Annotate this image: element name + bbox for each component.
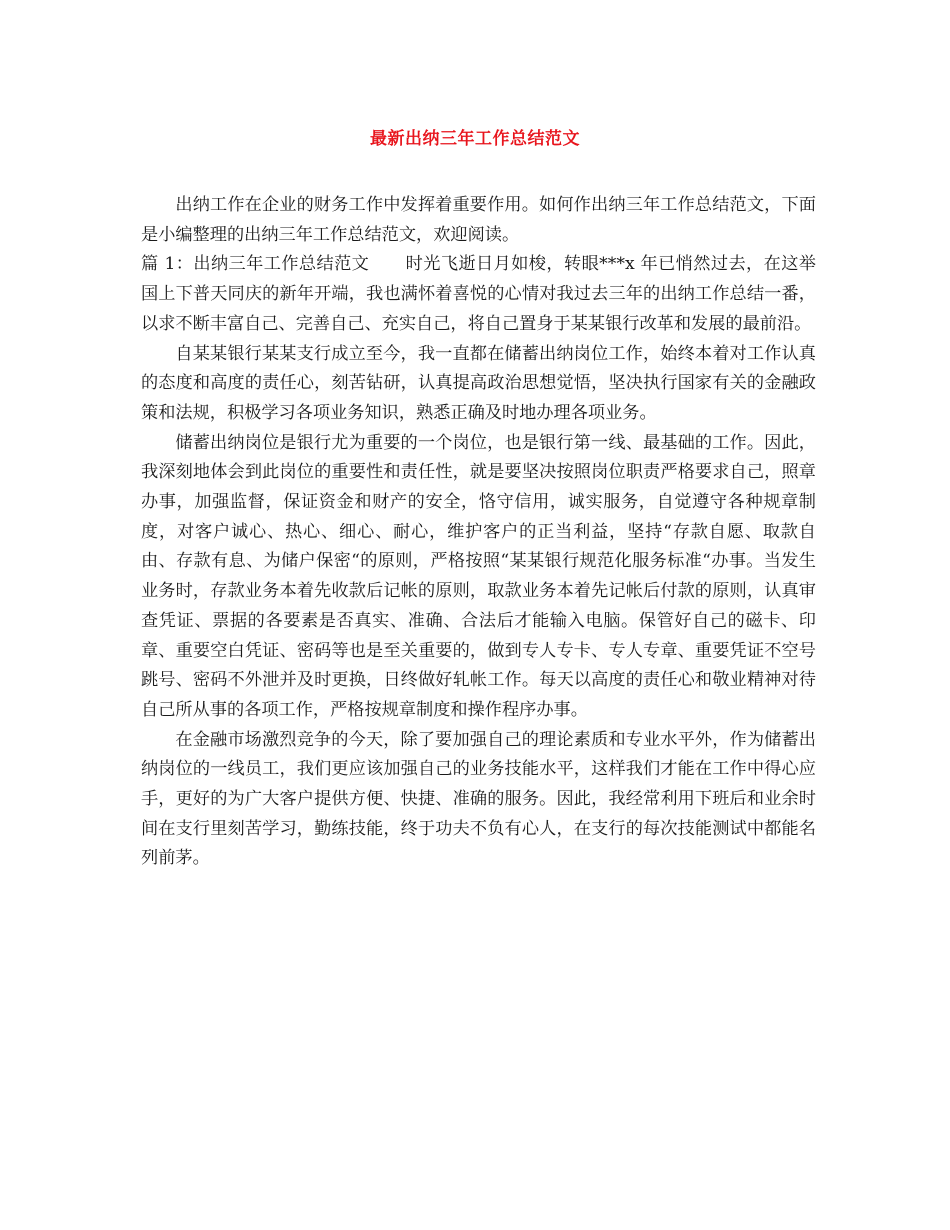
document-title: 最新出纳三年工作总结范文 <box>370 129 580 149</box>
body-paragraph-1: 自某某银行某某支行成立至今，我一直都在储蓄出纳岗位工作，始终本着对工作认真的态度和高度的责任心，刻苦钻研，认真提高政治思想觉悟，坚决执行国家有关的金融政策和法规，积极学习各项业务知识，熟悉正确及时地办理各项业务。 <box>141 343 816 423</box>
intro-paragraph: 出纳工作在企业的财务工作中发挥着重要作用。如何作出纳三年工作总结范文，下面是小编整理的出纳三年工作总结范文，欢迎阅读。 <box>141 195 816 245</box>
body-paragraph-3: 在金融市场激烈竞争的今天，除了要加强自己的理论素质和专业水平外，作为储蓄出纳岗位的一线员工，我们更应该加强自己的业务技能水平，这样我们才能在工作中得心应手，更好的为广大客户提供方便、快捷、准确的服务。因此，我经常利用下班后和业余时间在支行里刻苦学习，勤练技能，终于功夫不负有心人，在支行的每次技能测试中都能名列前茅。 <box>141 729 816 869</box>
document-body <box>141 191 816 874</box>
section-heading: 篇 1：出纳三年工作总结范文 <box>141 254 370 275</box>
section-first-text: 时光飞逝日月如梭，转眼***x 年已悄然过去，在这举国上下普天同庆的新年开端，我也满怀着喜悦的心情对我过去三年的出纳工作总结一番，以求不断丰富自己、完善自己、充实自己，将自己置身于某某银行改革和发展的最前沿。 <box>141 254 816 334</box>
body-paragraph-2: 储蓄出纳岗位是银行尤为重要的一个岗位，也是银行第一线、最基础的工作。因此，我深刻地体会到此岗位的重要性和责任性，就是要坚决按照岗位职责严格要求自己，照章办事，加强监督，保证资金和财产的安全，恪守信用，诚实服务，自觉遵守各种规章制度，对客户诚心、热心、细心、耐心，维护客户的正当利益，坚持“存款自愿、取款自由、存款有息、为储户保密“的原则，严格按照“某某银行规范化服务标准“办事。当发生业务时，存款业务本着先收款后记帐的原则，取款业务本着先记帐后付款的原则，认真审查凭证、票据的各要素是否真实、准确、合法后才能输入电脑。保管好自己的磁卡、印章、重要空白凭证、密码等也是至关重要的，做到专人专卡、专人专章、重要凭证不空号跳号、密码不外泄并及时更换，日终做好轧帐工作。每天以高度的责任心和敬业精神对待自己所从事的各项工作，严格按规章制度和操作程序办事。 <box>141 432 816 720</box>
section-paragraph <box>141 250 816 339</box>
